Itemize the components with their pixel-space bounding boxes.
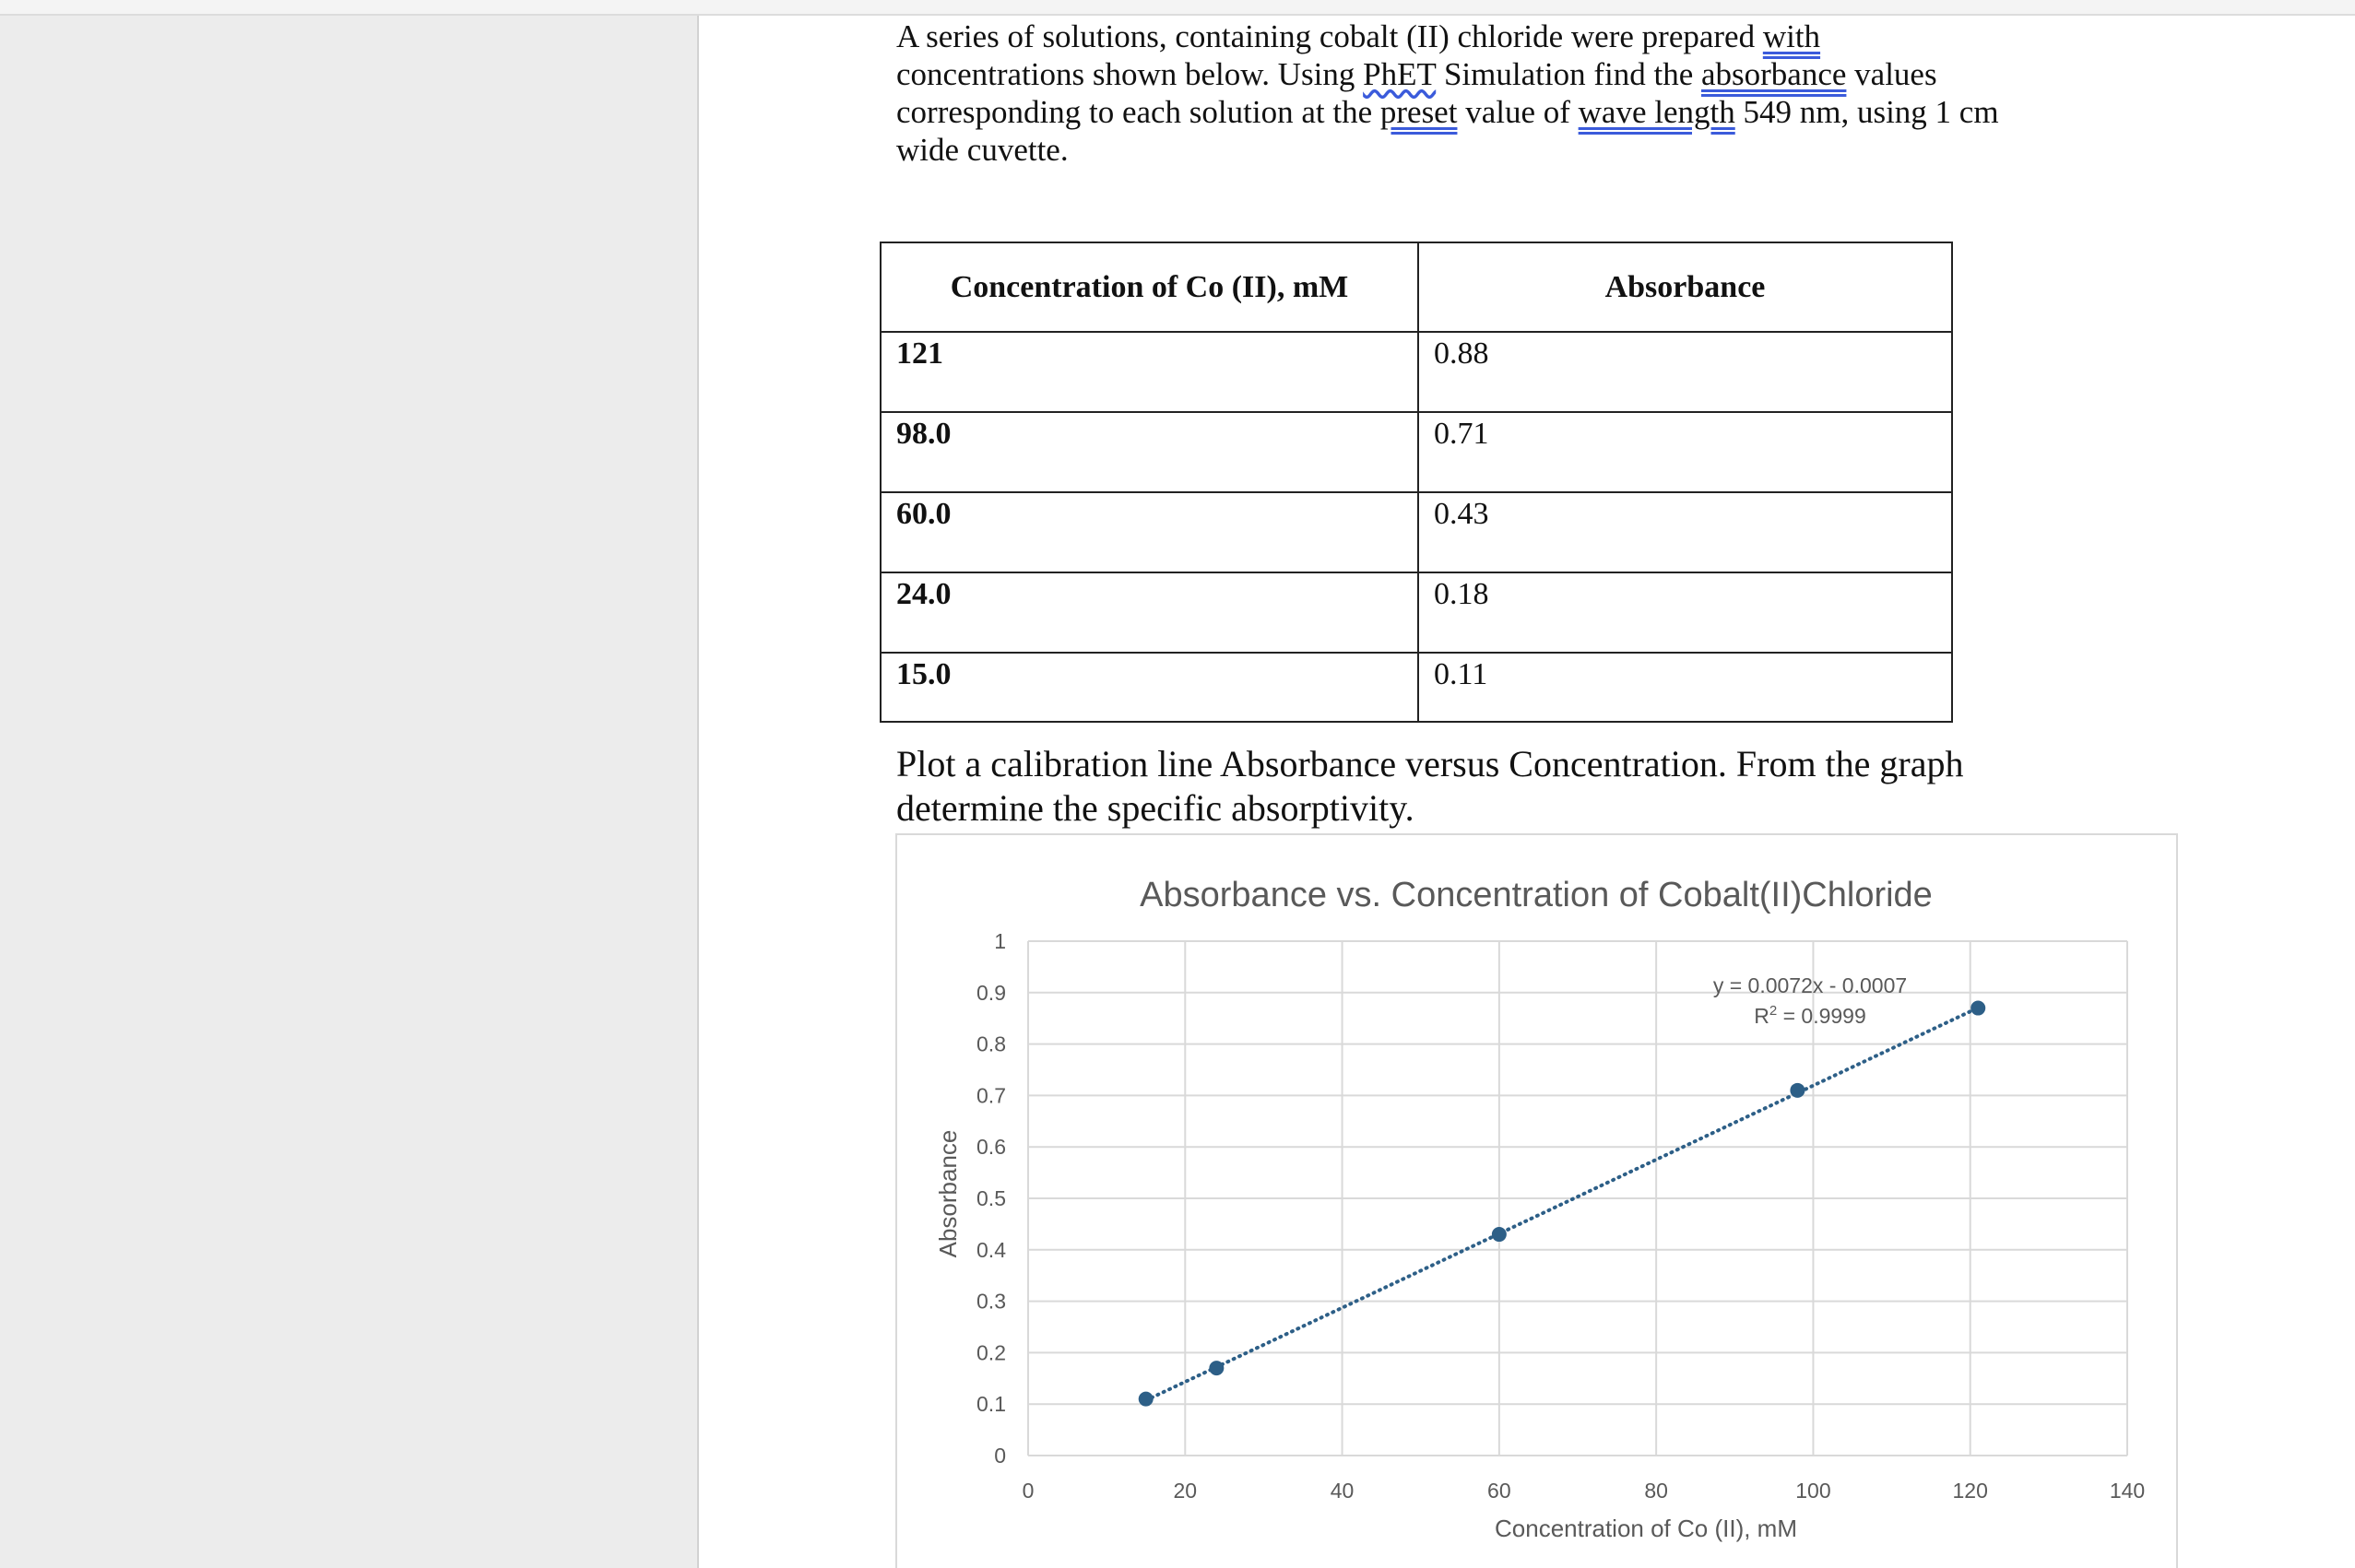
header-absorbance: Absorbance <box>1418 242 1952 332</box>
cell-absorbance[interactable]: 0.88 <box>1418 332 1952 412</box>
cell-absorbance[interactable]: 0.43 <box>1418 492 1952 572</box>
y-tick-label: 0 <box>994 1444 1006 1468</box>
word-absorbance[interactable]: absorbance <box>1700 56 1847 92</box>
document-page[interactable] <box>697 16 2355 1568</box>
x-tick-label: 0 <box>1022 1479 1035 1503</box>
data-point[interactable] <box>1970 1001 1985 1016</box>
word-phet[interactable]: PhET <box>1363 56 1437 92</box>
r-squared-value: = 0.9999 <box>1777 1004 1866 1028</box>
intro-text-2: concentrations shown below. Using <box>896 56 1364 92</box>
y-tick-label: 0.8 <box>976 1032 1006 1056</box>
cell-absorbance[interactable]: 0.71 <box>1418 412 1952 492</box>
window-top-bar <box>0 0 2355 16</box>
intro-text-4: values corresponding to each solution at the <box>896 56 1937 130</box>
r-squared-superscript: 2 <box>1769 1003 1778 1019</box>
word-with[interactable]: with <box>1762 18 1821 54</box>
word-wavelength[interactable]: wave length <box>1578 94 1735 130</box>
chart-area[interactable] <box>896 834 2177 1568</box>
data-point[interactable] <box>1139 1392 1154 1407</box>
cell-concentration[interactable]: 98.0 <box>881 412 1418 492</box>
y-tick-label: 0.3 <box>976 1289 1006 1314</box>
y-tick-label: 0.9 <box>976 980 1006 1005</box>
intro-text-5: value of <box>1457 94 1579 130</box>
y-tick-label: 0.1 <box>976 1392 1006 1417</box>
header-concentration: Concentration of Co (II), mM <box>881 242 1418 332</box>
x-tick-label: 80 <box>1644 1479 1668 1503</box>
data-point[interactable] <box>1790 1083 1805 1098</box>
calibration-chart[interactable] <box>699 16 2355 1568</box>
x-tick-label: 20 <box>1173 1479 1198 1503</box>
y-tick-label: 0.2 <box>976 1340 1006 1365</box>
cell-concentration[interactable]: 121 <box>881 332 1418 412</box>
y-axis-label: Absorbance <box>934 1129 962 1258</box>
x-tick-label: 120 <box>1952 1479 1988 1503</box>
intro-text-6: 549 nm, using 1 cm wide cuvette. <box>896 94 1999 168</box>
y-tick-label: 0.5 <box>976 1186 1006 1210</box>
x-tick-label: 100 <box>1795 1479 1831 1503</box>
prompt-paragraph[interactable]: Plot a calibration line Absorbance versus Concentration. From the graph determine the specific absorptivity. <box>896 743 1964 829</box>
y-tick-label: 0.4 <box>976 1237 1006 1262</box>
intro-text-3: Simulation find the <box>1436 56 1701 92</box>
chart-title: Absorbance vs. Concentration of Cobalt(II)Chloride <box>1140 876 1933 914</box>
y-tick-label: 0.6 <box>976 1135 1006 1160</box>
word-preset[interactable]: preset <box>1379 94 1458 130</box>
cell-absorbance[interactable]: 0.18 <box>1418 572 1952 653</box>
cell-concentration[interactable]: 60.0 <box>881 492 1418 572</box>
data-point[interactable] <box>1492 1227 1507 1242</box>
x-axis-label: Concentration of Co (II), mM <box>1495 1515 1797 1542</box>
x-tick-label: 140 <box>2109 1479 2146 1503</box>
cell-concentration[interactable]: 15.0 <box>881 653 1418 722</box>
cell-absorbance[interactable]: 0.11 <box>1418 653 1952 722</box>
r-squared-prefix: R <box>1754 1004 1769 1028</box>
data-point[interactable] <box>1209 1361 1224 1375</box>
trendline-equation: y = 0.0072x - 0.0007 <box>1712 973 1908 997</box>
cell-concentration[interactable]: 24.0 <box>881 572 1418 653</box>
y-tick-label: 0.7 <box>976 1083 1006 1108</box>
intro-text-1: A series of solutions, containing cobalt (II) chloride were prepared <box>896 18 1763 54</box>
x-tick-label: 40 <box>1330 1479 1355 1503</box>
y-tick-label: 1 <box>994 929 1006 953</box>
x-tick-label: 60 <box>1487 1479 1511 1503</box>
